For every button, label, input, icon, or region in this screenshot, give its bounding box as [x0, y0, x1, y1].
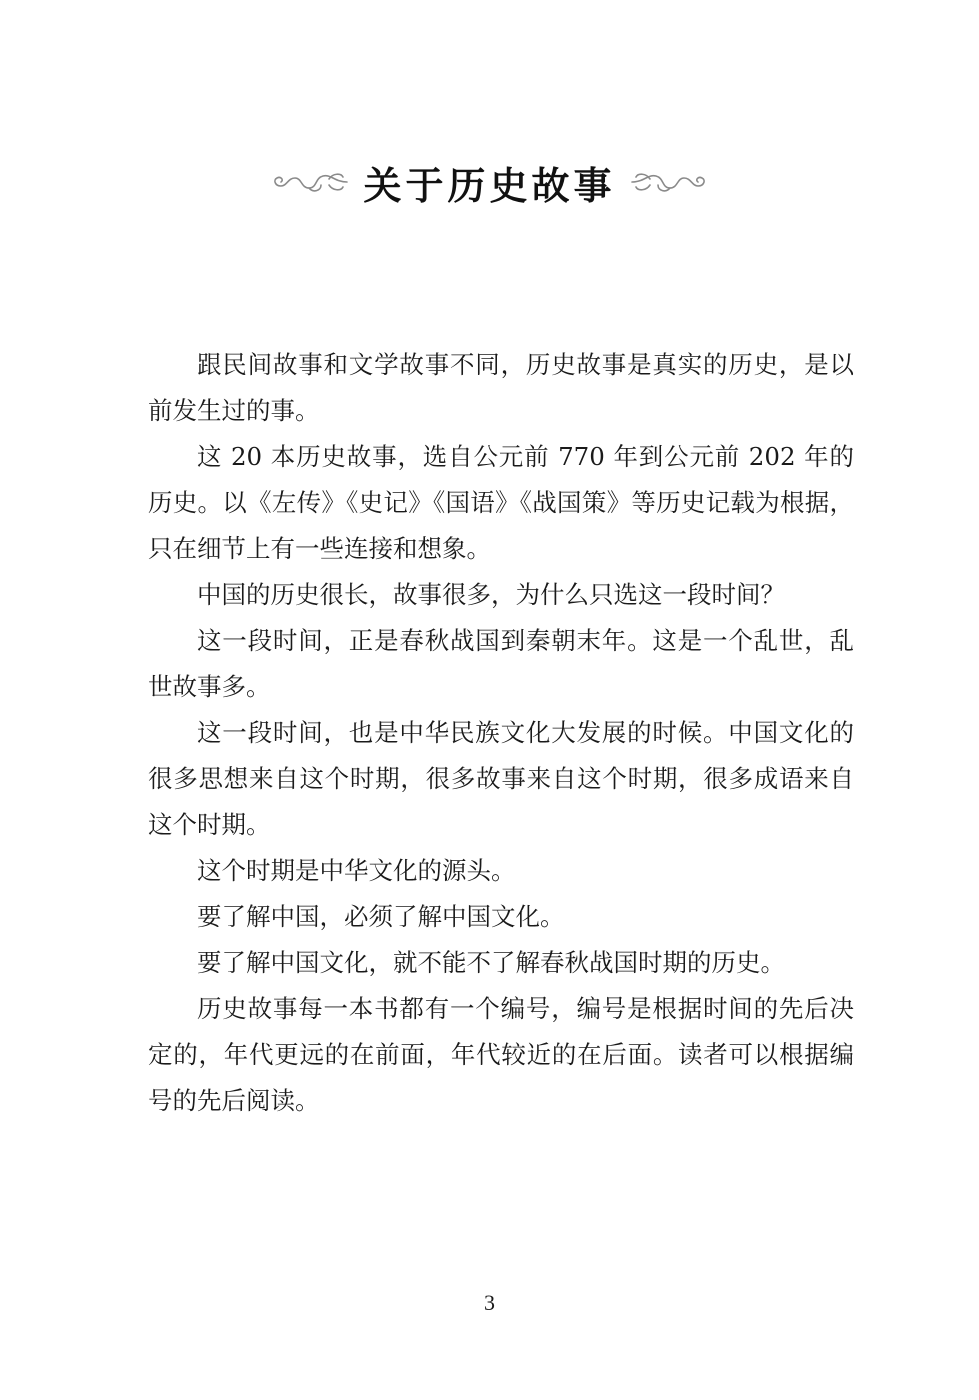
paragraph: 要了解中国，必须了解中国文化。 — [197, 902, 565, 931]
body-text — [148, 342, 854, 1124]
flourish-right-icon — [630, 167, 710, 197]
paragraph: 这 20 本历史故事，选自公元前 770 年到公元前 202 年的历史。以《左传》《史记》《国语》《战国策》等历史记载为根据，只在细节上有一些连接和想象。 — [148, 442, 854, 563]
paragraph: 跟民间故事和文学故事不同，历史故事是真实的历史，是以前发生过的事。 — [148, 350, 854, 425]
paragraph: 中国的历史很长，故事很多，为什么只选这一段时间？ — [197, 580, 785, 609]
flourish-left-icon — [269, 167, 349, 197]
page-number: 3 — [484, 1290, 495, 1315]
paragraph: 这个时期是中华文化的源头。 — [197, 856, 516, 885]
title-row — [0, 150, 979, 214]
paragraph: 这一段时间，正是春秋战国到秦朝末年。这是一个乱世，乱世故事多。 — [148, 626, 854, 701]
paragraph: 这一段时间，也是中华民族文化大发展的时候。中国文化的很多思想来自这个时期，很多故事来自这个时期，很多成语来自这个时期。 — [148, 718, 854, 839]
paragraph: 历史故事每一本书都有一个编号，编号是根据时间的先后决定的，年代更远的在前面，年代较近的在后面。读者可以根据编号的先后阅读。 — [148, 994, 854, 1115]
page-title: 关于历史故事 — [363, 163, 616, 208]
paragraph: 要了解中国文化，就不能不了解春秋战国时期的历史。 — [197, 948, 785, 977]
